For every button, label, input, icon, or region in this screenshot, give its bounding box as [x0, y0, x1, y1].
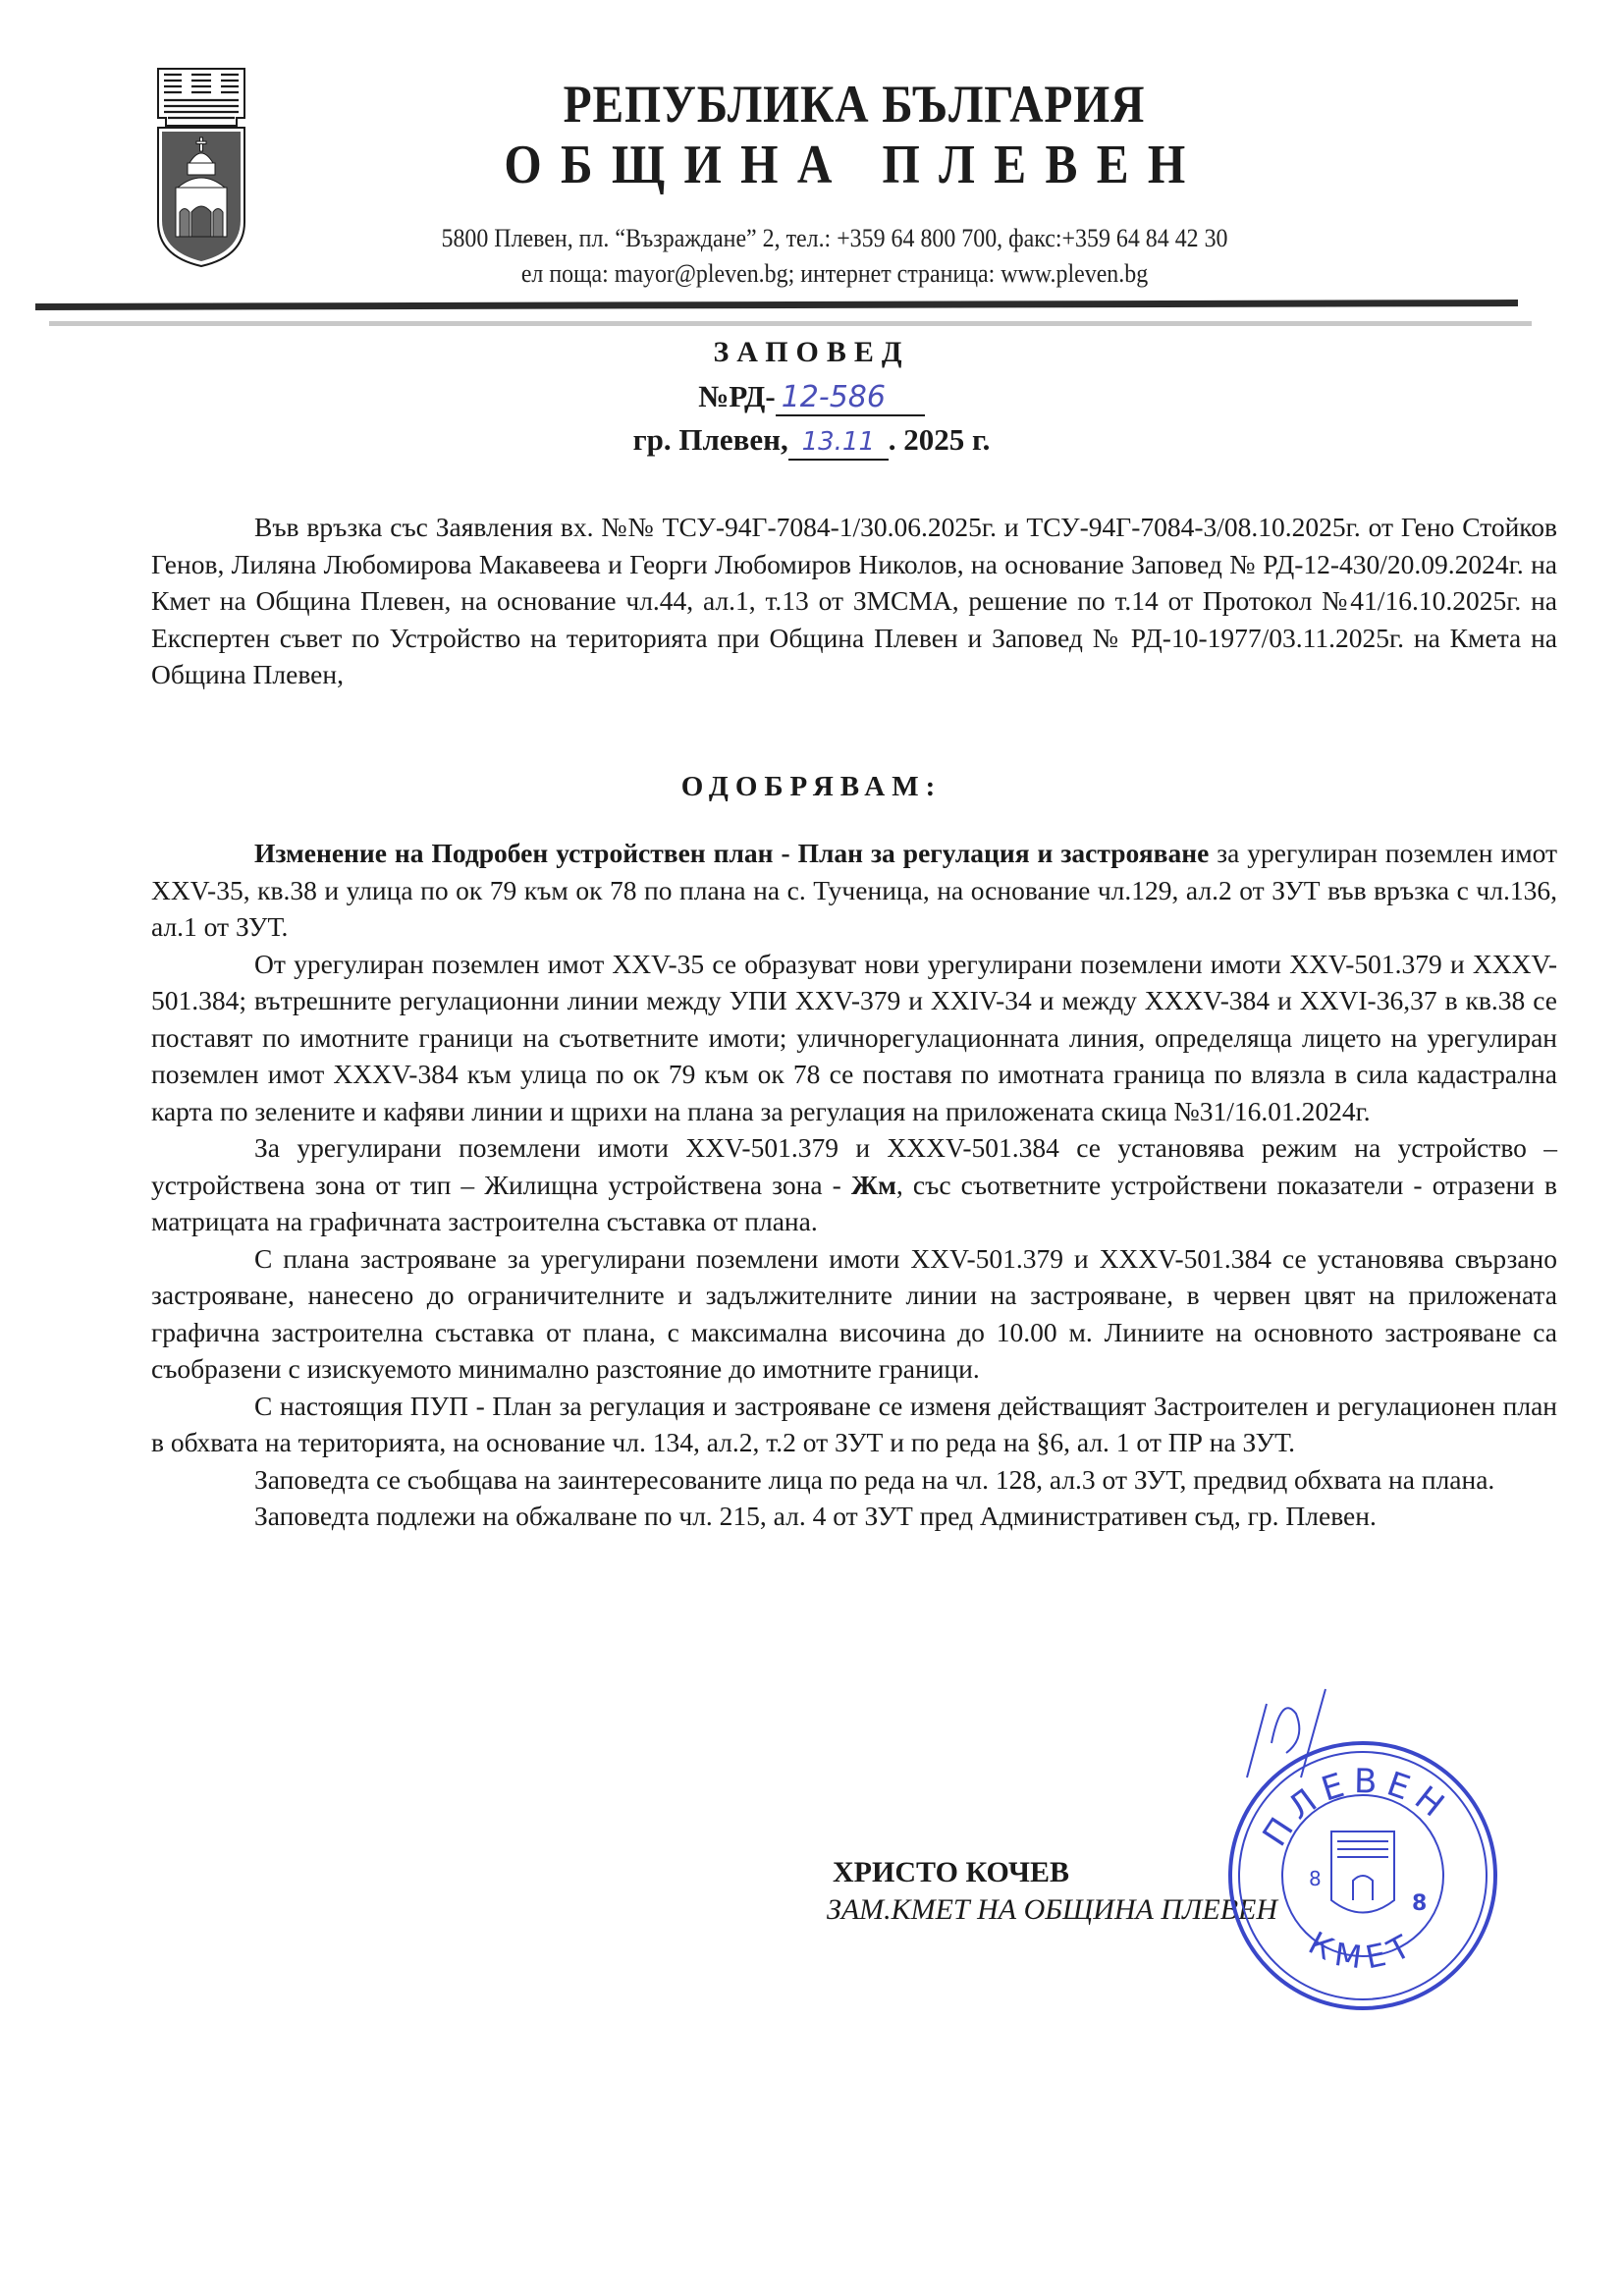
letterhead-address: 5800 Плевен, пл. “Възраждане” 2, тел.: +359 64 800 700, факс:+359 64 84 42 30	[441, 224, 1228, 252]
handwritten-signature-icon	[1227, 1684, 1355, 1782]
paragraph-building-plan: С плана застрояване за урегулирани поземлени имоти XXV-501.379 и XXXV-501.384 се установява свързано застрояване, нанесено до ограничителните и задължителните линии на застрояване, в червен цвят на приложената графична застроителна съставка от плана, с максимална височина до 10.00 м. Линиите на основното застрояване са съобразени с изискуемото минимално разстояние до имотните граници.	[151, 1242, 1557, 1384]
stamp-text-bottom: КМЕТ	[1302, 1924, 1424, 1978]
stamp-digit-right: 8	[1412, 1891, 1428, 1916]
plan-change-text: за урегулиран поземлен имот XXV-35, кв.38 и улица по ок 79 към ок 78 по плана на с. Тученица, на основание чл.129, ал.2 от ЗУТ във връзка с чл.136, ал.1 от ЗУТ.	[151, 838, 1557, 942]
order-body	[151, 835, 1557, 1535]
order-city: гр. Плевен,	[632, 422, 788, 457]
paragraph-new-plots: От урегулиран поземлен имот XXV-35 се образуват нови урегулирани поземлени имоти XXV-501.379 и XXXV-501.384; вътрешните регулационни линии между УПИ XXV-379 и XXIV-34 и между XXXV-384 и XXVI-36,37 в кв.38 се поставят по имотните граници на съответните имоти; уличнорегулационната линия, определяща лицето на урегулиран поземлен имот XXXV-384 към улица по ок 79 към ок 78 се поставя по имотната граница по влязла в сила кадастрална карта по зелените и кафяви линии и щрихи на плана за регулация на приложената скица №31/16.01.2024г.	[151, 948, 1557, 1126]
zone-code: Жм	[850, 1169, 896, 1200]
stamp-digit-left: 8	[1309, 1867, 1322, 1890]
signatory-name: ХРИСТО КОЧЕВ	[833, 1856, 1070, 1888]
order-year: . 2025 г.	[888, 422, 991, 457]
pleven-coat-of-arms-icon	[152, 65, 250, 271]
intro-section	[151, 509, 1557, 693]
letterhead-country: РЕПУБЛИКА БЪЛГАРИЯ	[563, 75, 1146, 134]
paragraph-plan-change	[151, 835, 1557, 946]
order-number-handwritten: 12-586	[776, 381, 925, 416]
approve-heading: ОДОБРЯВАМ:	[680, 771, 943, 802]
zone-regime-text-end: , със съответните устройствени показатели - отразени в матрицата на графичната застроителна съставка от плана.	[151, 1169, 1558, 1236]
order-date-handwritten: 13.11	[788, 425, 889, 461]
order-number	[0, 379, 1623, 416]
paragraph-notification: Заповедта се съобщава на заинтересованите лица по реда на чл. 128, ал.3 от ЗУТ, предвид обхвата на плана.	[254, 1463, 1495, 1495]
intro-paragraph: Във връзка със Заявления вх. №№ ТСУ-94Г-7084-1/30.06.2025г. и ТСУ-94Г-7084-3/08.10.2025г. от Гено Стойков Генов, Лиляна Любомирова Макавеева и Георги Любомиров Николов, на основание Заповед № РД-12-430/20.09.2024г. на Кмет на Община Плевен, на основание чл.44, ал.1, т.13 от ЗМСМА, решение по т.14 от Протокол №41/16.10.2025г. на Експертен съвет по Устройство на територията при Община Плевен и Заповед № РД-10-1977/03.11.2025г. на Кмета на Община Плевен,	[151, 512, 1557, 689]
paragraph-amendment: С настоящия ПУП - План за регулация и застрояване се изменя действащият Застроителен и регулационен план в обхвата на територията, на основание чл. 134, ал.2, т.2 от ЗУТ и по реда на §6, ал. 1 от ПР на ЗУТ.	[151, 1390, 1557, 1457]
letterhead-divider-secondary	[49, 321, 1532, 326]
order-date	[0, 422, 1623, 461]
letterhead-municipality: ОБЩИНА ПЛЕВЕН	[504, 135, 1205, 195]
paragraph-zone-regime	[151, 1129, 1557, 1240]
order-title: ЗАПОВЕД	[713, 336, 910, 368]
letterhead-divider	[35, 300, 1518, 310]
svg-text:КМЕТ	[1303, 1924, 1424, 1977]
order-number-prefix: №РД-	[698, 379, 776, 413]
paragraph-appeal: Заповедта подлежи на обжалване по чл. 215, ал. 4 от ЗУТ пред Административен съд, гр. Плевен.	[254, 1501, 1377, 1531]
letterhead-contacts: ел поща: mayor@pleven.bg; интернет страница: www.pleven.bg	[520, 259, 1149, 288]
plan-change-title: Изменение на Подробен устройствен план - План за регулация и застрояване	[254, 838, 1210, 868]
svg-text:ПЛЕВЕН	[1255, 1762, 1457, 1853]
zone-regime-text: За урегулирани поземлени имоти XXV-501.379 и XXXV-501.384 се установява режим на устройство – устройствена зона от тип – Жилищна устройствена зона -	[151, 1132, 1557, 1200]
signatory-role: ЗАМ.КМЕТ НА ОБЩИНА ПЛЕВЕН	[827, 1893, 1278, 1926]
official-round-stamp-icon	[1216, 1728, 1510, 2023]
stamp-text-top: ПЛЕВЕН	[1255, 1762, 1458, 1854]
